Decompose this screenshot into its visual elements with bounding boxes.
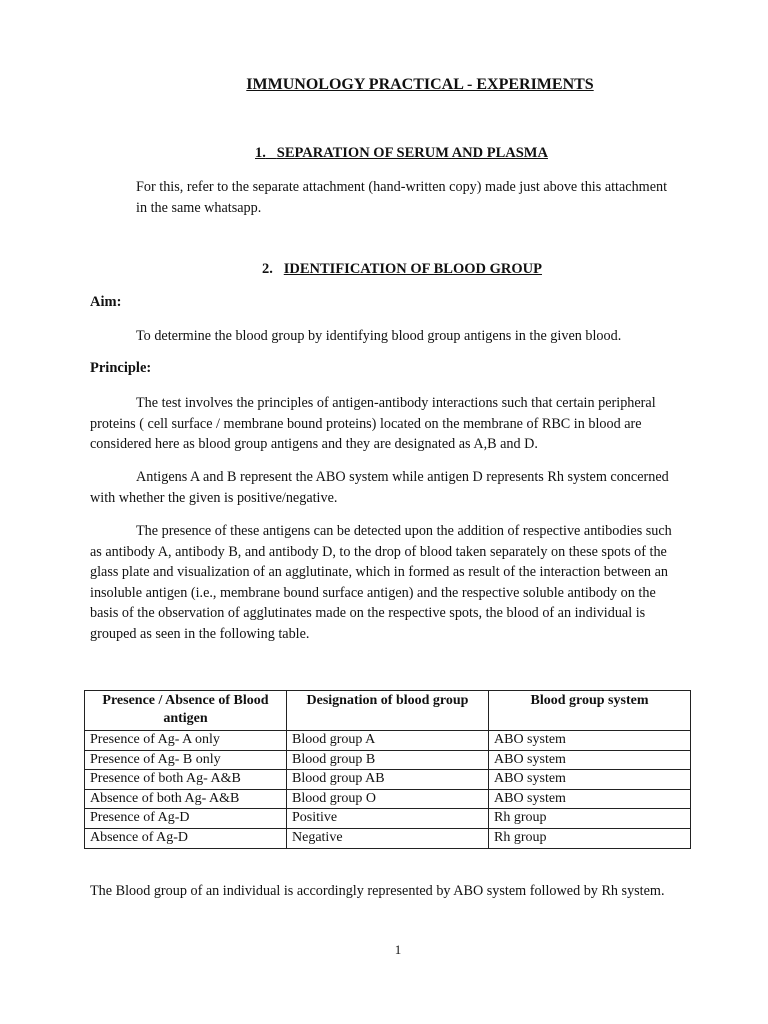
table-cell: Rh group — [489, 809, 691, 829]
page-number: 1 — [394, 942, 402, 957]
table-cell: Absence of Ag-D — [85, 828, 287, 848]
table-cell: Presence of both Ag- A&B — [85, 770, 287, 790]
principle-label: Principle: — [90, 360, 152, 376]
table-cell: Negative — [287, 828, 489, 848]
conclusion-text: The Blood group of an individual is accordingly represented by ABO system followed by Rh system. — [90, 883, 665, 899]
table-row — [85, 731, 691, 751]
table-cell: Presence of Ag- A only — [85, 731, 287, 751]
principle-p3-line-2: as antibody A, antibody B, and antibody D, to the drop of blood taken separately on these spots of the — [90, 544, 667, 560]
table-cell: ABO system — [489, 750, 691, 770]
table-cell: Blood group A — [287, 731, 489, 751]
table-cell: ABO system — [489, 731, 691, 751]
table-cell: Positive — [287, 809, 489, 829]
principle-p3-line-4: insoluble antigen (i.e., membrane bound surface antigen) and the respective soluble antibody on the — [90, 585, 656, 601]
section-1-heading — [255, 145, 548, 162]
principle-p2-line-1: Antigens A and B represent the ABO system while antigen D represents Rh system concerned — [136, 469, 669, 485]
principle-p3-line-3: glass plate and visualization of an agglutinate, which in formed as result of the interaction between an — [90, 564, 668, 580]
table-cell: Blood group O — [287, 789, 489, 809]
section-1-line-2: in the same whatsapp. — [136, 200, 262, 216]
aim-text: To determine the blood group by identifying blood group antigens in the given blood. — [136, 328, 622, 344]
table-header-cell: Blood group system — [489, 691, 691, 731]
section-1-title: SEPARATION OF SERUM AND PLASMA — [276, 145, 548, 161]
section-2-number: 2. — [262, 261, 273, 277]
blood-group-table — [84, 690, 691, 849]
table-cell: Absence of both Ag- A&B — [85, 789, 287, 809]
table-header-cell: Designation of blood group — [287, 691, 489, 731]
table-row — [85, 750, 691, 770]
table-row — [85, 789, 691, 809]
section-1-number: 1. — [255, 145, 266, 161]
table-cell: Presence of Ag-D — [85, 809, 287, 829]
table-cell: Rh group — [489, 828, 691, 848]
principle-p1-line-1: The test involves the principles of antigen-antibody interactions such that certain peripheral — [136, 395, 656, 411]
section-2-heading — [262, 261, 542, 278]
table-cell: ABO system — [489, 789, 691, 809]
table-row — [85, 809, 691, 829]
aim-label: Aim: — [90, 294, 122, 310]
table-header-cell: Presence / Absence of Blood antigen — [85, 691, 287, 731]
principle-p2-line-2: with whether the given is positive/negative. — [90, 490, 338, 506]
table-cell: Blood group B — [287, 750, 489, 770]
table-cell: ABO system — [489, 770, 691, 790]
table-header-row — [85, 691, 691, 731]
principle-p3-line-5: basis of the observation of agglutinates made on the respective spots, the blood of an individual is — [90, 605, 646, 621]
principle-p3-line-6: grouped as seen in the following table. — [90, 626, 310, 642]
section-2-title: IDENTIFICATION OF BLOOD GROUP — [283, 261, 542, 277]
table-row — [85, 770, 691, 790]
principle-p1-line-2: proteins ( cell surface / membrane bound proteins) located on the membrane of RBC in blood are — [90, 416, 642, 432]
table-cell: Presence of Ag- B only — [85, 750, 287, 770]
section-1-line-1: For this, refer to the separate attachment (hand-written copy) made just above this attachment — [136, 179, 668, 195]
table-cell: Blood group AB — [287, 770, 489, 790]
document-title: IMMUNOLOGY PRACTICAL - EXPERIMENTS — [246, 76, 594, 93]
principle-p1-line-3: considered here as blood group antigens and they are designated as A,B and D. — [90, 436, 538, 452]
principle-p3-line-1: The presence of these antigens can be detected upon the addition of respective antibodies such — [136, 523, 672, 539]
table-row — [85, 828, 691, 848]
